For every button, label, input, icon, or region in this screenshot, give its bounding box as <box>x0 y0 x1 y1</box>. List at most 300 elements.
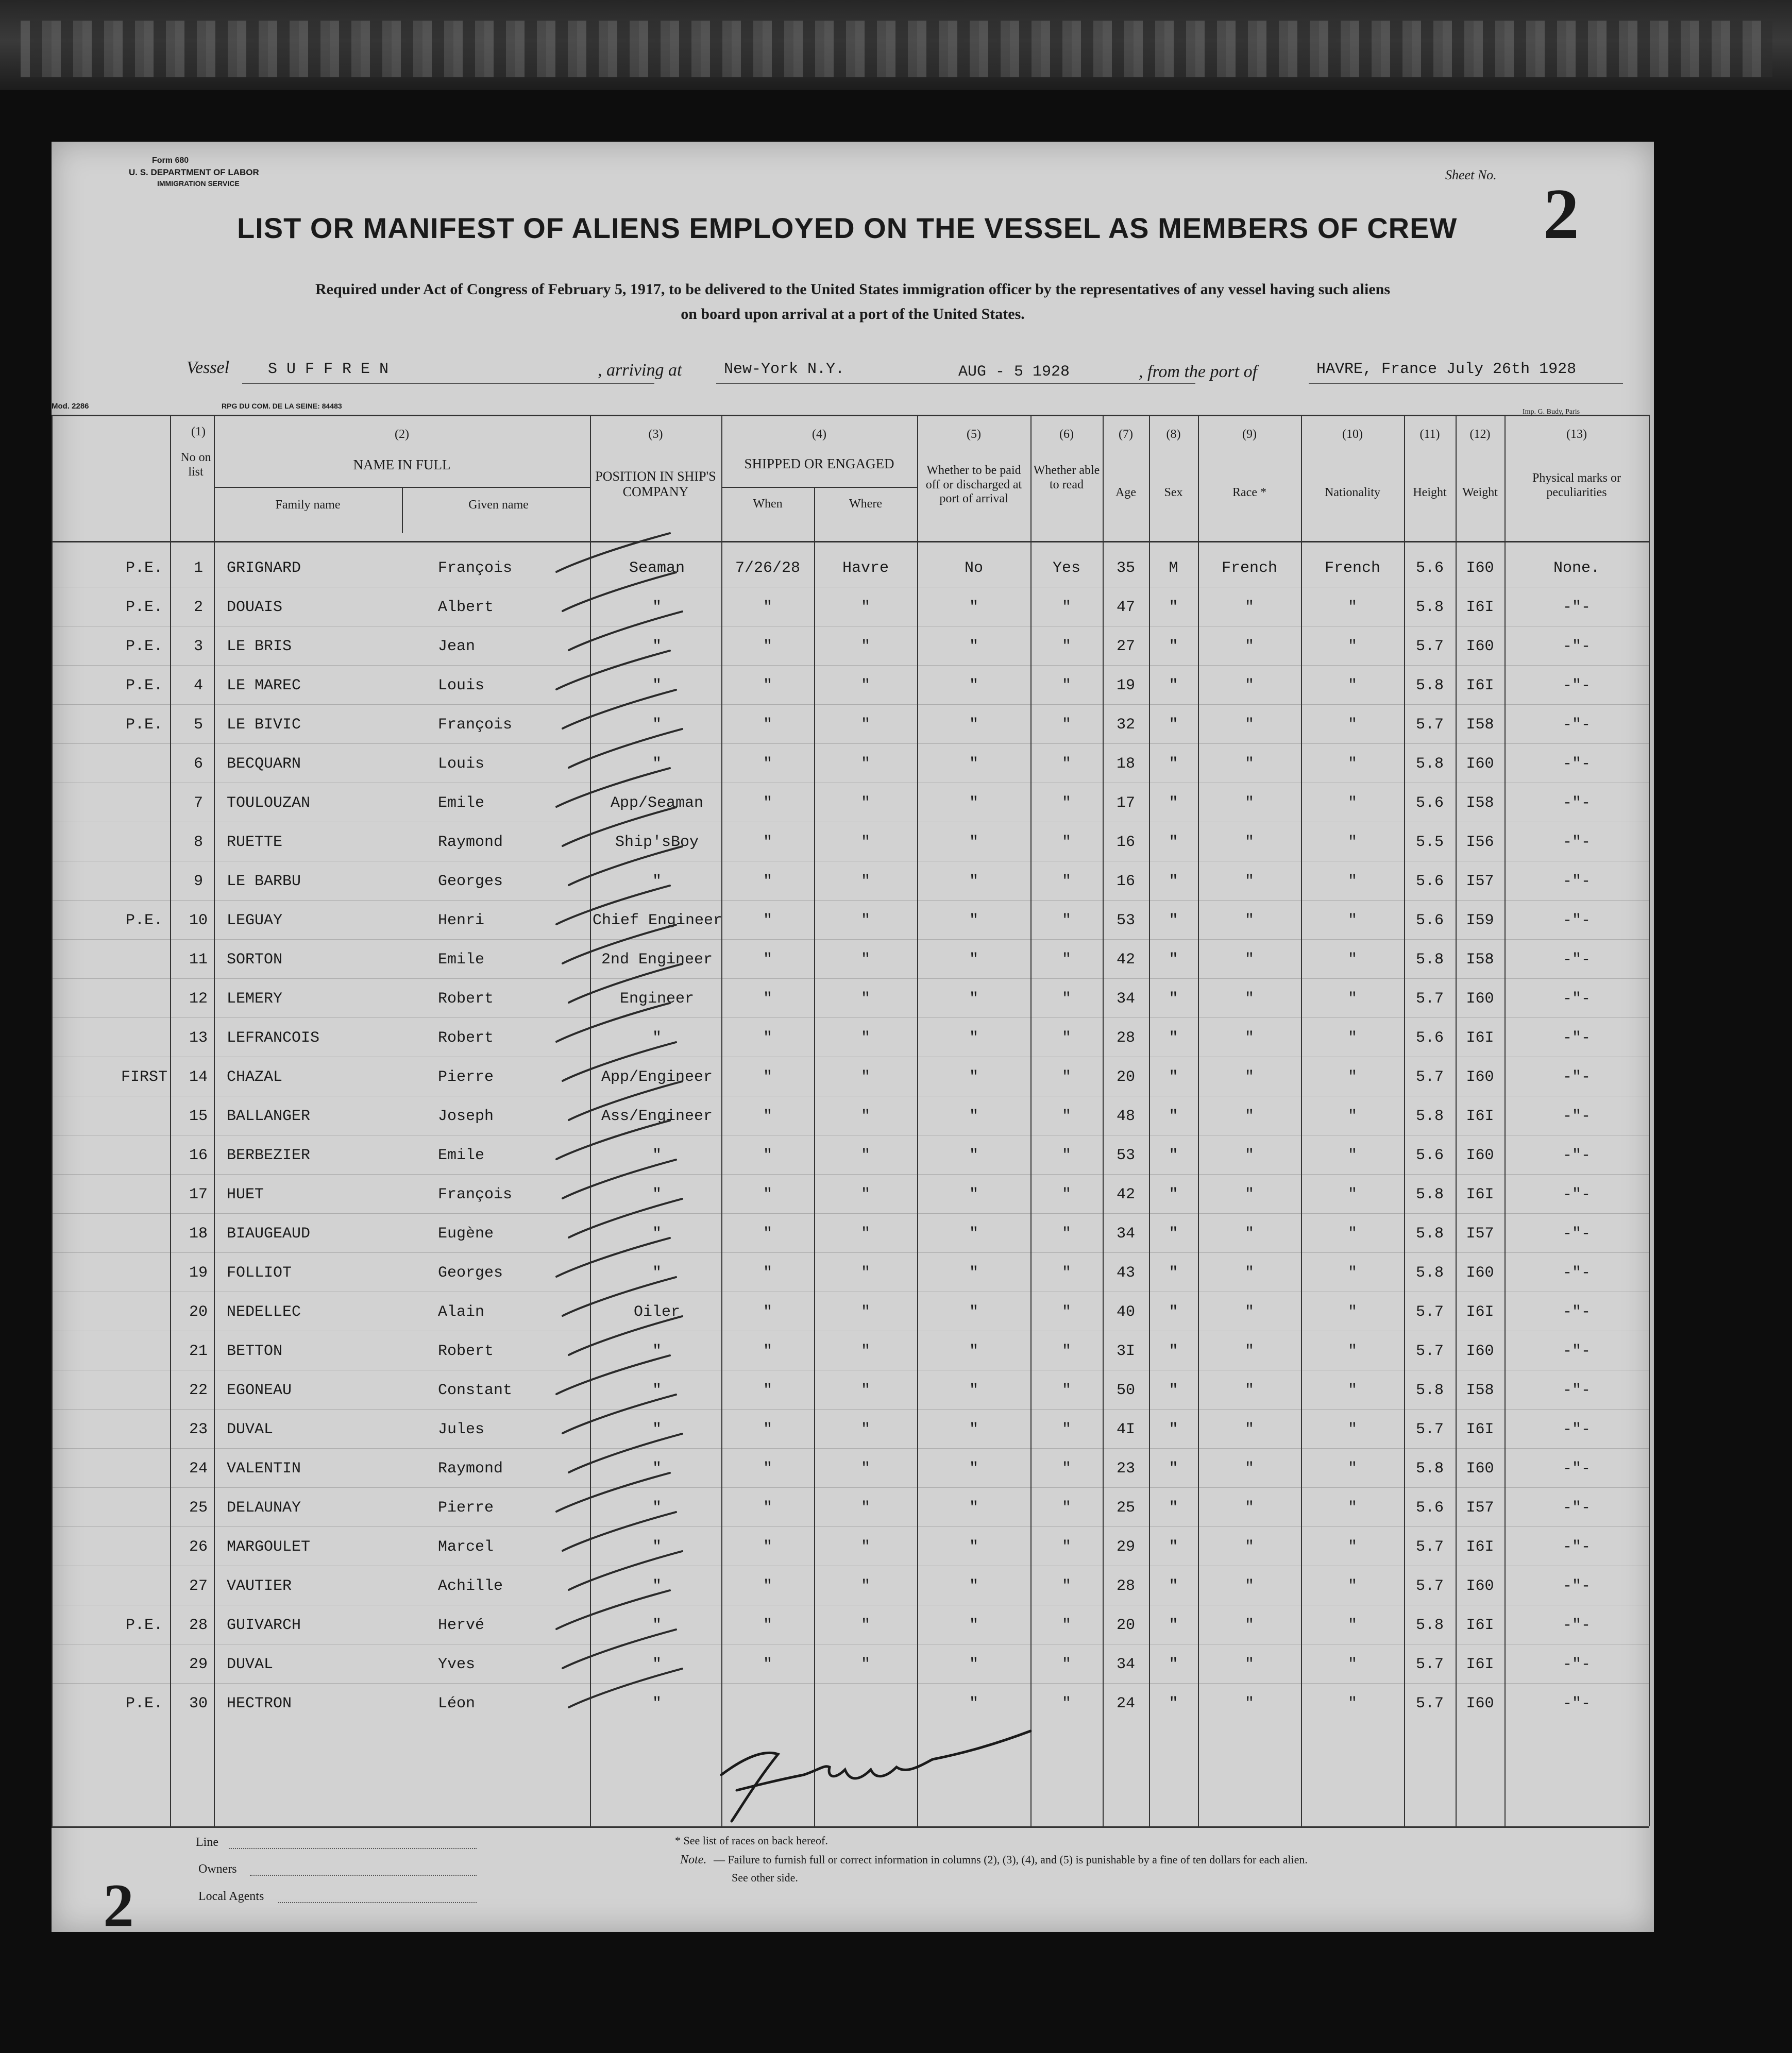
check-mark <box>556 1473 670 1512</box>
age: 20 <box>1116 1068 1135 1086</box>
handwritten-check-marks <box>52 142 1654 1932</box>
check-mark <box>569 729 682 768</box>
sex: " <box>1169 1068 1178 1086</box>
row-number: 12 <box>189 990 208 1008</box>
position: " <box>652 1382 662 1399</box>
row-number: 4 <box>193 677 203 694</box>
race: " <box>1244 1186 1254 1203</box>
paid-off: " <box>969 912 978 929</box>
sex: " <box>1169 1695 1178 1712</box>
weight: I6I <box>1466 1617 1494 1634</box>
shipped-where: " <box>860 1343 870 1360</box>
nationality: " <box>1347 1617 1357 1634</box>
weight: I60 <box>1466 1695 1494 1712</box>
height: 5.7 <box>1415 1577 1444 1595</box>
family-name: BALLANGER <box>227 1108 311 1125</box>
shipped-where: " <box>860 1382 870 1399</box>
required-line-2: on board upon arrival at a port of the United States. <box>681 306 1025 323</box>
position: " <box>652 1186 662 1203</box>
sex: " <box>1169 1147 1178 1164</box>
race: " <box>1244 1147 1254 1164</box>
row-number: 22 <box>189 1382 208 1399</box>
height: 5.5 <box>1415 834 1444 851</box>
physical-marks: -"- <box>1562 1617 1591 1634</box>
race: " <box>1244 1538 1254 1556</box>
check-mark <box>556 533 670 572</box>
check-mark <box>569 1669 682 1707</box>
paid-off: " <box>969 1421 978 1438</box>
height: 5.7 <box>1415 990 1444 1008</box>
able-to-read: " <box>1061 834 1071 851</box>
position: " <box>652 1225 662 1243</box>
nationality: " <box>1347 834 1357 851</box>
position: Ass/Engineer <box>601 1108 713 1125</box>
paid-off: " <box>969 1656 978 1673</box>
weight: I60 <box>1466 1460 1494 1478</box>
position: " <box>652 1421 662 1438</box>
position: " <box>652 1460 662 1478</box>
row-number: 18 <box>189 1225 208 1243</box>
family-name: BIAUGEAUD <box>227 1225 311 1243</box>
row-annotation: P.E. <box>125 559 163 577</box>
row-number: 20 <box>189 1303 208 1321</box>
family-name: BECQUARN <box>227 755 301 773</box>
shipped-where: " <box>860 1225 870 1243</box>
able-to-read: " <box>1061 794 1071 812</box>
shipped-where: " <box>860 1029 870 1047</box>
able-to-read: " <box>1061 1460 1071 1478</box>
shipped-when: " <box>763 1577 772 1595</box>
nationality: " <box>1347 1108 1357 1125</box>
check-mark <box>556 651 670 689</box>
family-name: DUVAL <box>227 1656 274 1673</box>
weight: I60 <box>1466 1068 1494 1086</box>
position: Engineer <box>619 990 695 1008</box>
sex: " <box>1169 1303 1178 1321</box>
weight: I57 <box>1466 1499 1494 1517</box>
row-number: 29 <box>189 1656 208 1673</box>
shipped-where: " <box>860 1186 870 1203</box>
position: Oiler <box>633 1303 680 1321</box>
row-number: 21 <box>189 1343 208 1360</box>
required-line-1: Required under Act of Congress of February 5, 1917, to be delivered to the United States immigration officer by the representatives of any vessel having such aliens <box>315 281 1390 298</box>
shipped-where: " <box>860 599 870 616</box>
shipped-when: " <box>763 1421 772 1438</box>
able-to-read: " <box>1061 1147 1071 1164</box>
shipped-when: " <box>763 716 772 734</box>
shipped-where: " <box>860 990 870 1008</box>
race: " <box>1244 1577 1254 1595</box>
family-name: VAUTIER <box>227 1577 292 1595</box>
nationality: " <box>1347 1264 1357 1282</box>
col1-header: No on list <box>180 451 211 479</box>
physical-marks: -"- <box>1562 1499 1591 1517</box>
able-to-read: " <box>1061 951 1071 969</box>
given-name: Emile <box>438 794 485 812</box>
race: " <box>1244 677 1254 694</box>
able-to-read: " <box>1061 1538 1071 1556</box>
shipped-where: " <box>860 755 870 773</box>
nationality: " <box>1347 1225 1357 1243</box>
nationality: " <box>1347 990 1357 1008</box>
able-to-read: " <box>1061 1343 1071 1360</box>
physical-marks: -"- <box>1562 1695 1591 1712</box>
paid-off: " <box>969 1264 978 1282</box>
position: " <box>652 1264 662 1282</box>
nationality: " <box>1347 1421 1357 1438</box>
age: 35 <box>1116 559 1135 577</box>
check-mark <box>563 1160 676 1198</box>
nationality: " <box>1347 1656 1357 1673</box>
row-annotation: P.E. <box>125 599 163 616</box>
physical-marks: -"- <box>1562 990 1591 1008</box>
shipped-where: " <box>860 677 870 694</box>
able-to-read: " <box>1061 873 1071 890</box>
age: 43 <box>1116 1264 1135 1282</box>
weight: I6I <box>1466 1186 1494 1203</box>
family-name: HECTRON <box>227 1695 292 1712</box>
shipped-where: " <box>860 951 870 969</box>
col6-number: (6) <box>1059 428 1074 441</box>
physical-marks: -"- <box>1562 1656 1591 1673</box>
position: " <box>652 873 662 890</box>
shipped-when: " <box>763 794 772 812</box>
race: " <box>1244 1343 1254 1360</box>
physical-marks: -"- <box>1562 599 1591 616</box>
race: " <box>1244 794 1254 812</box>
shipped-where: " <box>860 873 870 890</box>
paid-off: " <box>969 1147 978 1164</box>
nationality: " <box>1347 677 1357 694</box>
printer-credit: Imp. G. Budy, Paris <box>1523 408 1580 416</box>
shipped-when: " <box>763 599 772 616</box>
row-number: 19 <box>189 1264 208 1282</box>
page-title: LIST OR MANIFEST OF ALIENS EMPLOYED ON THE VESSEL AS MEMBERS OF CREW <box>237 212 1458 244</box>
weight: I60 <box>1466 1147 1494 1164</box>
family-name: MARGOULET <box>227 1538 311 1556</box>
height: 5.6 <box>1415 1147 1444 1164</box>
race: " <box>1244 1068 1254 1086</box>
shipped-when: " <box>763 834 772 851</box>
col10-number: (10) <box>1342 428 1363 441</box>
given-name: Emile <box>438 1147 485 1164</box>
able-to-read: " <box>1061 1499 1071 1517</box>
age: 17 <box>1116 794 1135 812</box>
position: " <box>652 638 662 655</box>
given-name: Constant <box>438 1382 513 1399</box>
given-name: Joseph <box>438 1108 494 1125</box>
manifest-sheet <box>52 142 1654 1940</box>
col12-header: Weight <box>1462 486 1498 499</box>
check-mark <box>569 846 682 885</box>
race: " <box>1244 1421 1254 1438</box>
paid-off: " <box>969 873 978 890</box>
nationality: " <box>1347 1029 1357 1047</box>
sex: " <box>1169 794 1178 812</box>
weight: I59 <box>1466 912 1494 929</box>
nationality: " <box>1347 599 1357 616</box>
able-to-read: " <box>1061 1068 1071 1086</box>
nationality: French <box>1324 559 1381 577</box>
family-name: GUIVARCH <box>227 1617 301 1634</box>
race: " <box>1244 990 1254 1008</box>
family-name: DOUAIS <box>227 599 283 616</box>
position: " <box>652 1577 662 1595</box>
weight: I6I <box>1466 1656 1494 1673</box>
height: 5.7 <box>1415 1343 1444 1360</box>
paid-off: " <box>969 1186 978 1203</box>
age: 27 <box>1116 638 1135 655</box>
position: " <box>652 1617 662 1634</box>
given-name: Léon <box>438 1695 476 1712</box>
shipped-when: " <box>763 1029 772 1047</box>
able-to-read: " <box>1061 1225 1071 1243</box>
race: " <box>1244 912 1254 929</box>
physical-marks: -"- <box>1562 755 1591 773</box>
shipped-where: Havre <box>842 559 889 577</box>
nationality: " <box>1347 755 1357 773</box>
family-name: GRIGNARD <box>227 559 301 577</box>
family-name: LE BIVIC <box>227 716 301 734</box>
height: 5.8 <box>1415 677 1444 694</box>
row-number: 9 <box>193 873 203 890</box>
given-name: Emile <box>438 951 485 969</box>
sheet-number: 2 <box>1543 174 1579 254</box>
weight: I57 <box>1466 873 1494 890</box>
shipped-when: " <box>763 912 772 929</box>
position: Seaman <box>629 559 685 577</box>
position: " <box>652 1147 662 1164</box>
paid-off: " <box>969 755 978 773</box>
able-to-read: " <box>1061 1382 1071 1399</box>
arriving-label: , arriving at <box>598 361 682 380</box>
shipped-where: " <box>860 1264 870 1282</box>
check-mark <box>569 964 682 1003</box>
position: " <box>652 1343 662 1360</box>
given-name: Georges <box>438 1264 503 1282</box>
family-name: NEDELLEC <box>227 1303 301 1321</box>
shipped-where: " <box>860 1538 870 1556</box>
sex: " <box>1169 1108 1178 1125</box>
row-number: 8 <box>193 834 203 851</box>
race: " <box>1244 873 1254 890</box>
nationality: " <box>1347 1186 1357 1203</box>
able-to-read: Yes <box>1052 559 1080 577</box>
position: " <box>652 755 662 773</box>
position: Ship'sBoy <box>615 834 699 851</box>
physical-marks: -"- <box>1562 638 1591 655</box>
sex: " <box>1169 677 1178 694</box>
able-to-read: " <box>1061 1108 1071 1125</box>
race: " <box>1244 1303 1254 1321</box>
paid-off: " <box>969 1382 978 1399</box>
shipped-when: " <box>763 951 772 969</box>
row-number: 2 <box>193 599 203 616</box>
height: 5.8 <box>1415 1617 1444 1634</box>
family-name: BETTON <box>227 1343 283 1360</box>
able-to-read: " <box>1061 1695 1071 1712</box>
shipped-where: " <box>860 638 870 655</box>
sex: " <box>1169 1264 1178 1282</box>
age: 28 <box>1116 1029 1135 1047</box>
able-to-read: " <box>1061 1421 1071 1438</box>
height: 5.8 <box>1415 1108 1444 1125</box>
physical-marks: -"- <box>1562 1421 1591 1438</box>
paid-off: " <box>969 794 978 812</box>
sex: " <box>1169 1499 1178 1517</box>
row-annotation: P.E. <box>125 638 163 655</box>
check-mark <box>556 1355 670 1394</box>
race: " <box>1244 1264 1254 1282</box>
from-port: HAVRE, France July 26th 1928 <box>1316 361 1577 378</box>
weight: I60 <box>1466 1577 1494 1595</box>
col4-header: SHIPPED OR ENGAGED <box>744 456 894 471</box>
sex: " <box>1169 1029 1178 1047</box>
age: 28 <box>1116 1577 1135 1595</box>
age: 47 <box>1116 599 1135 616</box>
sex: M <box>1169 559 1178 577</box>
height: 5.6 <box>1415 559 1444 577</box>
row-number: 15 <box>189 1108 208 1125</box>
height: 5.7 <box>1415 1695 1444 1712</box>
sheet-label: Sheet No. <box>1445 167 1497 182</box>
family-name: LEFRANCOIS <box>227 1029 320 1047</box>
check-mark <box>563 1042 676 1081</box>
owners-label: Owners <box>198 1862 237 1876</box>
weight: I6I <box>1466 1029 1494 1047</box>
vessel-name: S U F F R E N <box>268 361 389 378</box>
weight: I58 <box>1466 1382 1494 1399</box>
able-to-read: " <box>1061 716 1071 734</box>
sex: " <box>1169 912 1178 929</box>
age: 34 <box>1116 1656 1135 1673</box>
row-number: 10 <box>189 912 208 929</box>
paid-off: " <box>969 1303 978 1321</box>
check-mark <box>563 1277 676 1316</box>
given-name: Jules <box>438 1421 485 1438</box>
shipped-when: " <box>763 1147 772 1164</box>
shipped-where: " <box>860 1460 870 1478</box>
physical-marks: -"- <box>1562 677 1591 694</box>
age: 53 <box>1116 1147 1135 1164</box>
col2-family-header: Family name <box>275 498 341 512</box>
col9-number: (9) <box>1242 428 1257 441</box>
age: 16 <box>1116 834 1135 851</box>
check-mark <box>556 1238 670 1277</box>
check-mark <box>556 886 670 924</box>
line-label: Line <box>196 1836 218 1849</box>
row-number: 13 <box>189 1029 208 1047</box>
age: 20 <box>1116 1617 1135 1634</box>
col7-header: Age <box>1115 486 1136 499</box>
shipped-when: " <box>763 1068 772 1086</box>
shipped-where: " <box>860 1577 870 1595</box>
weight: I6I <box>1466 1108 1494 1125</box>
height: 5.6 <box>1415 873 1444 890</box>
shipped-where: " <box>860 716 870 734</box>
physical-marks: -"- <box>1562 1029 1591 1047</box>
family-name: HUET <box>227 1186 264 1203</box>
shipped-when: " <box>763 873 772 890</box>
position: " <box>652 1656 662 1673</box>
family-name: CHAZAL <box>227 1068 283 1086</box>
row-annotation: P.E. <box>125 677 163 694</box>
given-name: Pierre <box>438 1068 494 1086</box>
sex: " <box>1169 1538 1178 1556</box>
nationality: " <box>1347 912 1357 929</box>
check-mark <box>569 1081 682 1120</box>
weight: I60 <box>1466 559 1494 577</box>
age: 3I <box>1116 1343 1135 1360</box>
row-number: 11 <box>189 951 208 969</box>
shipped-when: " <box>763 1343 772 1360</box>
able-to-read: " <box>1061 912 1071 929</box>
shipped-when: " <box>763 990 772 1008</box>
able-to-read: " <box>1061 1577 1071 1595</box>
row-number: 27 <box>189 1577 208 1595</box>
col1-number: (1) <box>191 425 206 438</box>
sex: " <box>1169 1617 1178 1634</box>
race: French <box>1221 559 1278 577</box>
shipped-when: " <box>763 755 772 773</box>
from-port-label: , from the port of <box>1139 362 1258 381</box>
age: 42 <box>1116 1186 1135 1203</box>
height: 5.8 <box>1415 1225 1444 1243</box>
physical-marks: -"- <box>1562 1147 1591 1164</box>
col11-header: Height <box>1413 486 1447 499</box>
able-to-read: " <box>1061 677 1071 694</box>
paid-off: " <box>969 990 978 1008</box>
nationality: " <box>1347 1460 1357 1478</box>
height: 5.6 <box>1415 1029 1444 1047</box>
family-name: DELAUNAY <box>227 1499 301 1517</box>
family-name: EGONEAU <box>227 1382 292 1399</box>
able-to-read: " <box>1061 1029 1071 1047</box>
shipped-when: " <box>763 1303 772 1321</box>
race: " <box>1244 1108 1254 1125</box>
given-name: Achille <box>438 1577 503 1595</box>
col12-number: (12) <box>1469 428 1491 441</box>
family-name: BERBEZIER <box>227 1147 311 1164</box>
family-name: LEGUAY <box>227 912 283 929</box>
able-to-read: " <box>1061 1617 1071 1634</box>
weight: I60 <box>1466 755 1494 773</box>
check-mark <box>563 1512 676 1551</box>
sex: " <box>1169 951 1178 969</box>
given-name: Henri <box>438 912 485 929</box>
row-number: 1 <box>193 559 203 577</box>
nationality: " <box>1347 1538 1357 1556</box>
family-name: LEMERY <box>227 990 283 1008</box>
paid-off: " <box>969 599 978 616</box>
check-mark <box>569 1199 682 1237</box>
col9-header: Race * <box>1232 486 1266 499</box>
shipped-where: " <box>860 1147 870 1164</box>
age: 50 <box>1116 1382 1135 1399</box>
col5-header: Whether to be paid off or discharged at port of arrival <box>925 464 1022 506</box>
sex: " <box>1169 638 1178 655</box>
nationality: " <box>1347 1695 1357 1712</box>
weight: I6I <box>1466 599 1494 616</box>
service-name: IMMIGRATION SERVICE <box>157 179 240 188</box>
nationality: " <box>1347 1343 1357 1360</box>
col2-given-header: Given name <box>468 498 529 512</box>
paid-off: " <box>969 638 978 655</box>
family-name: VALENTIN <box>227 1460 301 1478</box>
shipped-where: " <box>860 1656 870 1673</box>
age: 53 <box>1116 912 1135 929</box>
height: 5.8 <box>1415 1382 1444 1399</box>
